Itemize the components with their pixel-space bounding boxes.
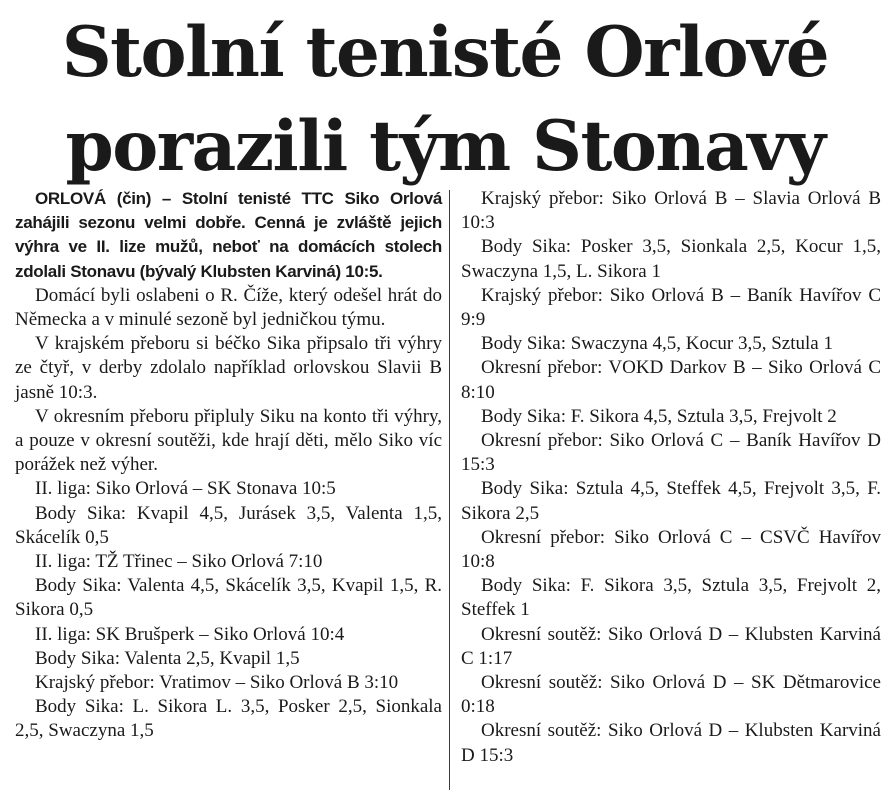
match-result: Krajský přebor: Siko Orlová B – Slavia Orlová B 10:3 — [461, 188, 881, 234]
lead-paragraph: ORLOVÁ (čin) – Stolní tenisté TTC Siko Orlová zahájili sezonu velmi dobře. Cenná je zvláště jejich výhra ve II. lize mužů, neboť na domácích stolech zdolali Stonavu (bývalý Klubsten Karviná) 10:5. — [15, 189, 442, 281]
match-result: II. liga: Siko Orlová – SK Stonava 10:5 — [35, 478, 336, 500]
match-result: II. liga: SK Brušperk – Siko Orlová 10:4 — [35, 623, 345, 645]
match-points: Body Sika: Sztula 4,5, Steffek 4,5, Frejvolt 3,5, F. Sikora 2,5 — [461, 478, 881, 524]
headline-line-1: Stolní tenisté Orlové — [61, 12, 829, 93]
match-points: Body Sika: Posker 3,5, Sionkala 2,5, Kocur 1,5, Swaczyna 1,5, L. Sikora 1 — [461, 236, 881, 282]
body-paragraph: V krajském přeboru si béčko Sika připsalo tři výhry ze čtyř, v derby zdolalo například orlovskou Slavii B jasně 10:3. — [15, 333, 442, 403]
body-paragraph: V okresním přeboru připluly Siku na konto tři výhry, a pouze v okresní soutěži, kde hrají děti, mělo Siko víc porážek než výher. — [15, 405, 442, 476]
match-points: Body Sika: F. Sikora 4,5, Sztula 3,5, Frejvolt 2 — [481, 405, 837, 427]
match-result: Okresní soutěž: Siko Orlová D – Klubsten Karviná C 1:17 — [461, 623, 881, 669]
match-result: II. liga: TŽ Třinec – Siko Orlová 7:10 — [35, 551, 323, 573]
match-points: Body Sika: Valenta 2,5, Kvapil 1,5 — [35, 647, 300, 669]
headline — [0, 6, 890, 194]
match-points: Body Sika: L. Sikora L. 3,5, Posker 2,5, Sionkala 2,5, Swaczyna 1,5 — [15, 696, 442, 742]
match-result: Krajský přebor: Siko Orlová B – Baník Havířov C 9:9 — [461, 284, 881, 331]
match-result: Okresní přebor: Siko Orlová C – CSVČ Havířov 10:8 — [461, 526, 881, 573]
article-column-right — [461, 187, 881, 768]
match-result: Okresní soutěž: Siko Orlová D – Klubsten Karviná D 15:3 — [461, 720, 881, 766]
column-divider — [449, 190, 450, 790]
match-result: Krajský přebor: Vratimov – Siko Orlová B 3:10 — [35, 672, 399, 694]
match-result: Okresní soutěž: Siko Orlová D – SK Dětmarovice 0:18 — [461, 672, 881, 718]
match-points: Body Sika: F. Sikora 3,5, Sztula 3,5, Frejvolt 2, Steffek 1 — [461, 575, 881, 621]
match-points: Body Sika: Kvapil 4,5, Jurásek 3,5, Valenta 1,5, Skácelík 0,5 — [15, 502, 442, 548]
match-result: Okresní přebor: VOKD Darkov B – Siko Orlová C 8:10 — [461, 357, 881, 403]
body-paragraph: Domácí byli oslabeni o R. Číže, který odešel hrát do Německa a v minulé sezoně byl jedničkou týmu. — [15, 284, 442, 331]
article-column-left — [15, 187, 442, 744]
match-result: Okresní přebor: Siko Orlová C – Baník Havířov D 15:3 — [461, 430, 881, 476]
match-points: Body Sika: Valenta 4,5, Skácelík 3,5, Kvapil 1,5, R. Sikora 0,5 — [15, 575, 442, 621]
match-points: Body Sika: Swaczyna 4,5, Kocur 3,5, Sztula 1 — [481, 333, 833, 355]
headline-line-2: porazili tým Stonavy — [65, 106, 825, 187]
